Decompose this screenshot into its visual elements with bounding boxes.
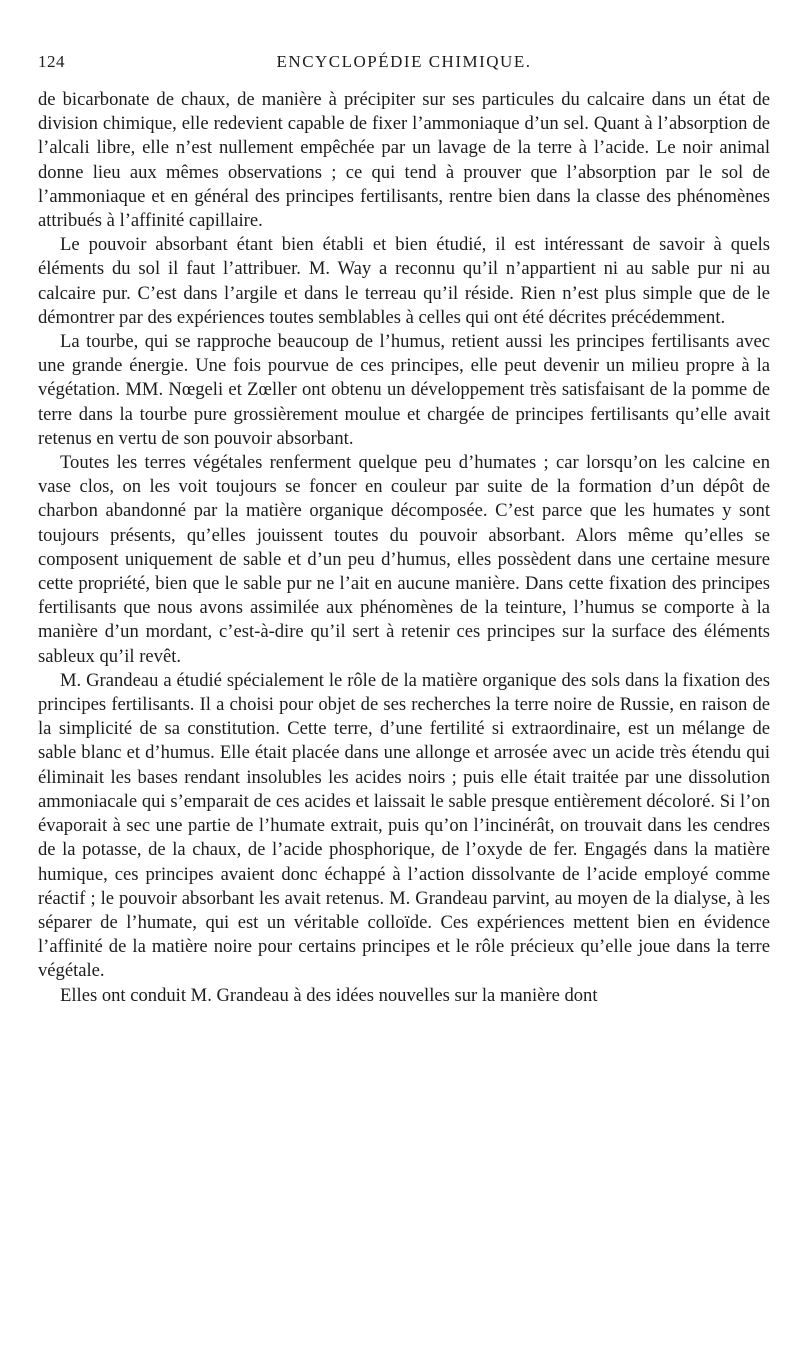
running-title: ENCYCLOPÉDIE CHIMIQUE. xyxy=(276,52,532,71)
paragraph-grandeau-ideas: Elles ont conduit M. Grandeau à des idées nouvelles sur la manière dont xyxy=(60,984,598,1006)
page-number: 124 xyxy=(38,52,65,71)
paragraph-grandeau-study: M. Grandeau a étudié spécialement le rôle de la matière organique des sols dans la fixation des principes fertilisants. Il a choisi pour objet de ses recherches la terre noire de Russie, en raison de la simplicité de sa constitution. Cette terre, d’une fertilité si extraordinaire, est un mélange de sable blanc et d’humus. Elle était placée dans une allonge et arrosée avec un acide très étendu qui éliminait les bases rendant insolubles les acides noirs ; puis elle était traitée par une dissolution ammoniacale qui s’emparait de ces acides et laissait le sable presque entièrement décoloré. Si l’on évaporait à sec une partie de l’humate extrait, puis qu’on l’incinérât, on trouvait dans les cendres de la potasse, de la chaux, de l’acide phosphorique, de l’oxyde de fer. Engagés dans la matière humique, ces principes avaient donc échappé à l’action dissolvante de l’acide employé comme réactif ; le pouvoir absorbant les avait retenus. M. Grandeau parvint, au moyen de la dialyse, à les séparer de l’humate, qui est un véritable colloïde. Ces expériences mettent bien en évidence l’affinité de la matière noire pour certains principes et le rôle précieux qu’elle joue dans la terre végétale. xyxy=(38,669,770,982)
paragraph-humates: Toutes les terres végétales renferment quelque peu d’humates ; car lorsqu’on les calcine en vase clos, on les voit toujours se foncer en couleur par suite de la formation d’un dépôt de charbon abandonné par la matière organique décomposée. C’est parce que les humates y sont toujours présents, qu’elles jouissent toutes du pouvoir absorbant. Alors même qu’elles se composent uniquement de sable et d’un peu d’humus, elles possèdent dans une certaine mesure cette propriété, bien que le sable pur ne l’ait en aucune manière. Dans cette fixation des principes fertilisants que nous avons assimilée aux phénomènes de la teinture, l’humus se comporte à la manière d’un mordant, c’est-à-dire qu’il sert à retenir ces principes sur la surface des éléments sableux qu’il revêt. xyxy=(38,452,770,667)
paragraph-peat: La tourbe, qui se rapproche beaucoup de l’humus, retient aussi les principes fertilisants avec une grande énergie. Une fois pourvue de ces principes, elle peut devenir un milieu propre à la végétation. MM. Nœgeli et Zœller ont obtenu un développement très satisfaisant de la pomme de terre dans la tourbe pure grossièrement moulue et chargée de principes fertilisants qu’elle avait retenus en vertu de son pouvoir absorbant. xyxy=(38,331,770,449)
body-text xyxy=(38,88,770,1008)
paragraph-continued: de bicarbonate de chaux, de manière à précipiter sur ses particules du calcaire dans un état de division chimique, elle redevient capable de fixer l’ammoniaque d’un sel. Quant à l’absorption de l’alcali libre, elle n’est nullement empêchée par un lavage de la terre à l’acide. Le noir animal donne lieu aux mêmes observations ; ce qui tend à prouver que l’absorption par le sol de l’ammoniaque et en général des principes fertilisants, rentre bien dans la classe des phénomènes attribués à l’affinité capillaire. xyxy=(38,89,770,232)
paragraph-absorbing-power: Le pouvoir absorbant étant bien établi et bien étudié, il est intéressant de savoir à quels éléments du sol il faut l’attribuer. M. Way a reconnu qu’il n’appartient ni au sable pur ni au calcaire pur. C’est dans l’argile et dans le terreau qu’il réside. Rien n’est plus simple que de le démontrer par des expériences toutes semblables à celles qui ont été décrites précédemment. xyxy=(38,234,770,328)
running-head xyxy=(38,52,770,74)
